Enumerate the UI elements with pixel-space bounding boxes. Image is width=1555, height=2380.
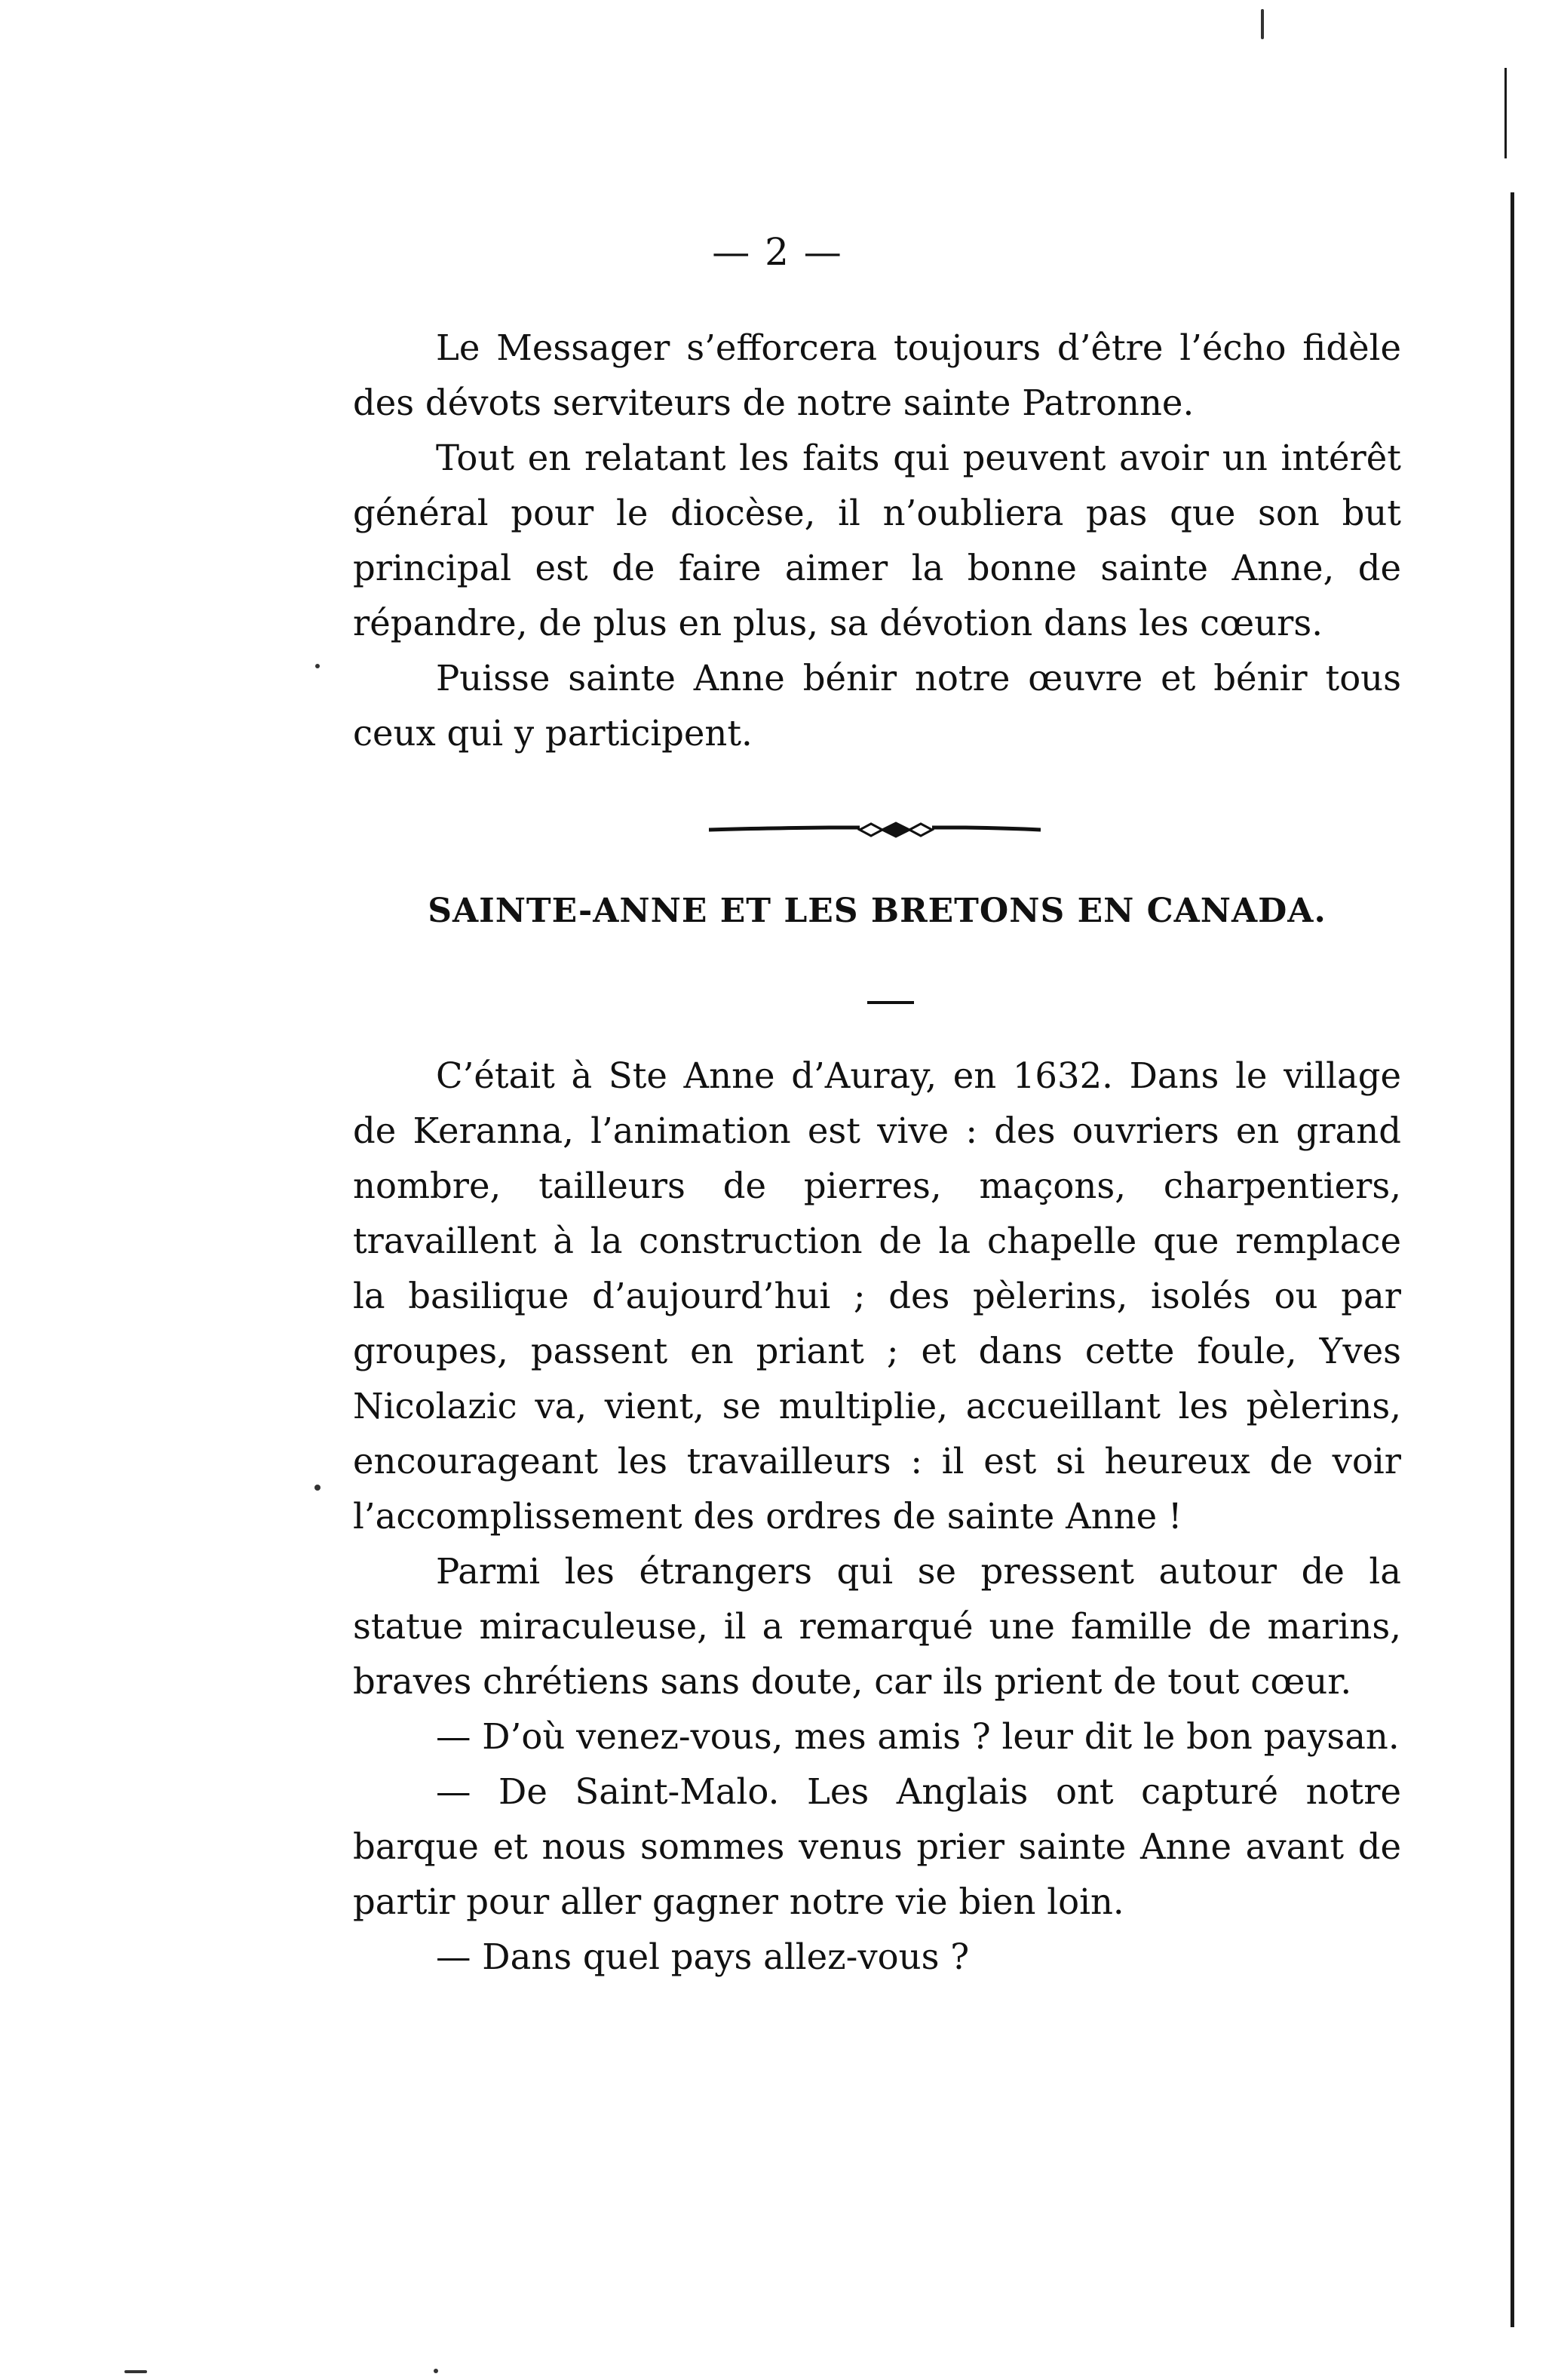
page-number: — 2 — <box>712 230 843 274</box>
scan-speck <box>1261 9 1264 39</box>
paragraph: C’était à Ste Anne d’Auray, en 1632. Dans le village de Keranna, l’animation est vive : des ouvriers en grand nombre, tailleurs de pierres, maçons, charpentiers, travaillent à la construction de la chapelle que remplace la basilique d’aujourd’hui ; des pèlerins, isolés ou par groupes, passent en priant ; et dans cette foule, Yves Nicolazic va, vient, se multiplie, accueillant les pèlerins, encourageant les travailleurs : il est si heureux de voir l’accomplissement des ordres de sainte Anne ! <box>353 1055 1401 1537</box>
ornamental-divider <box>709 818 1041 841</box>
section-title: SAINTE-ANNE ET LES BRETONS EN CANADA. <box>428 892 1327 930</box>
short-rule <box>867 1001 914 1004</box>
scan-speck <box>124 2370 147 2373</box>
scan-speck <box>314 1485 321 1491</box>
paragraph: — Dans quel pays allez-vous ? <box>436 1936 970 1977</box>
intro-text <box>353 321 1401 761</box>
paragraph: Tout en relatant les faits qui peuvent avoir un intérêt général pour le diocèse, il n’oubliera pas que son but principal est de faire aimer la bonne sainte Anne, de répandre, de plus en plus, sa dévotion dans les cœurs. <box>353 438 1401 643</box>
page-edge-shadow <box>1504 68 1507 158</box>
paragraph: Puisse sainte Anne bénir notre œuvre et bénir tous ceux qui y participent. <box>353 658 1401 754</box>
paragraph: Parmi les étrangers qui se pressent autour de la statue miraculeuse, il a remarqué une famille de marins, braves chrétiens sans doute, car ils prient de tout cœur. <box>353 1551 1401 1702</box>
paragraph: — De Saint-Malo. Les Anglais ont capturé notre barque et nous sommes venus prier sainte Anne avant de partir pour aller gagner notre vie bien loin. <box>353 1771 1401 1922</box>
scan-speck <box>315 664 320 668</box>
story-text <box>353 1049 1401 1985</box>
page-edge-shadow <box>1511 192 1514 2327</box>
paragraph: Le Messager s’efforcera toujours d’être l’écho fidèle des dévots serviteurs de notre sainte Patronne. <box>353 327 1401 423</box>
scan-speck <box>434 2369 438 2373</box>
paragraph: — D’où venez-vous, mes amis ? leur dit le bon paysan. <box>436 1716 1400 1757</box>
